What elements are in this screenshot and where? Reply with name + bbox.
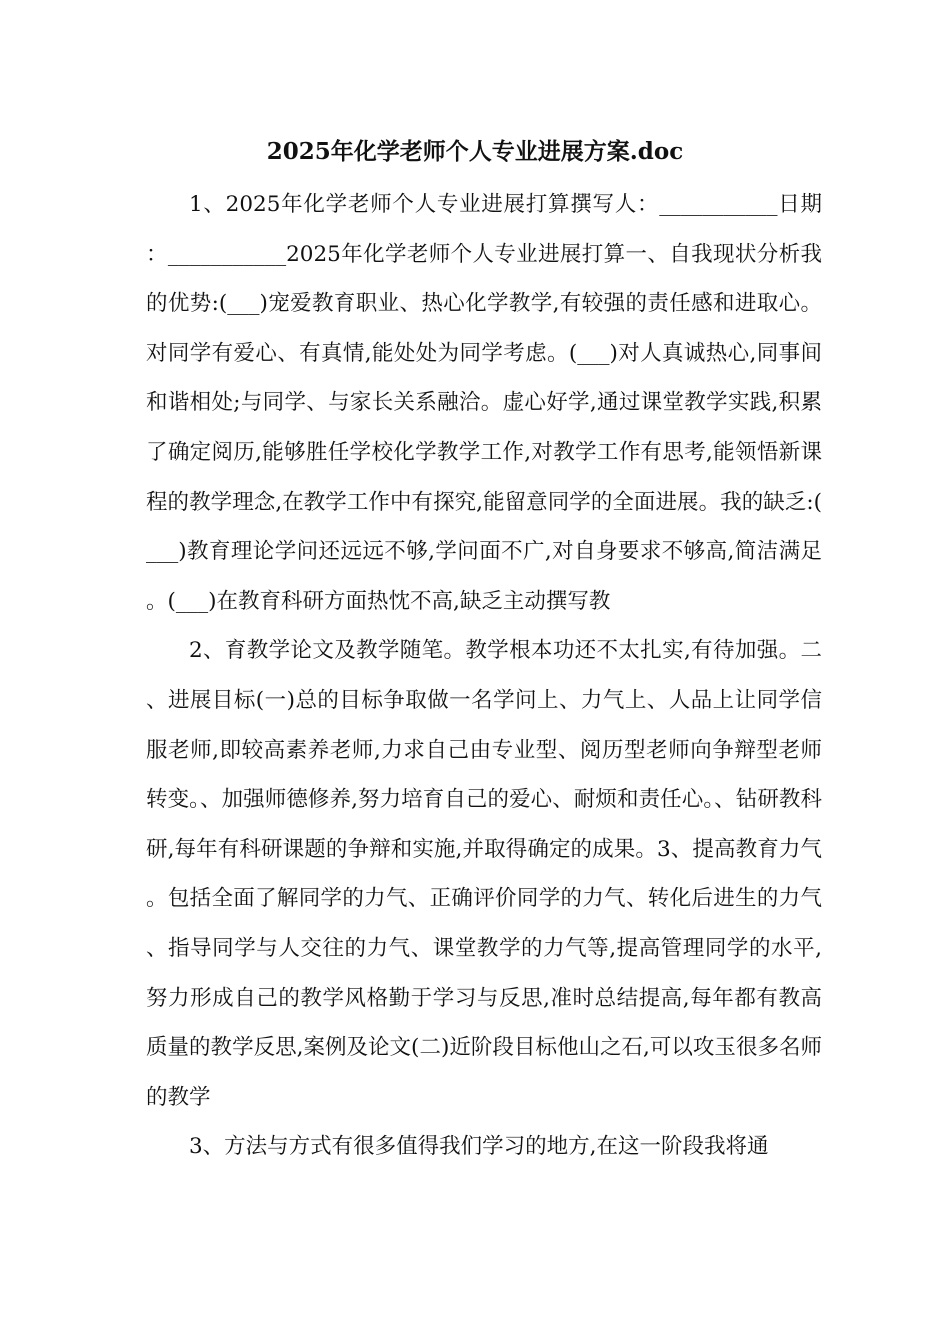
document-title: 2025年化学老师个人专业进展方案.doc (266, 138, 684, 165)
paragraph-3: 3、方法与方式有很多值得我们学习的地方,在这一阶段我将通 (189, 1134, 769, 1160)
paragraph-2: 2、育教学论文及教学随笔。教学根本功还不太扎实,有待加强。二、进展目标(一)总的目标争取做一名学问上、力气上、人品上让同学信服老师,即较高素养老师,力求自己由专业型、阅历型老师向争辩型老师转变。、加强师德修养,努力培育自己的爱心、耐烦和责任心。、钻研教科研,每年有科研课题的争辩和实施,并取得确定的成果。3、提高教育力气。包括全面了解同学的力气、正确评价同学的力气、转化后进生的力气、指导同学与人交往的力气、课堂教学的力气等,提高管理同学的水平,努力形成自己的教学风格勤于学习与反思,准时总结提高,每年都有教高质量的教学反思,案例及论文(二)近阶段目标他山之石,可以攻玉很多名师的教学 (146, 638, 822, 1110)
document-body (146, 180, 822, 1172)
paragraph-1: 1、2025年化学老师个人专业进展打算撰写人：___________日期：___________2025年化学老师个人专业进展打算一、自我现状分析我的优势:(___)宠爱教育职业、热心化学教学,有较强的责任感和进取心。对同学有爱心、有真情,能处处为同学考虑。(___)对人真诚热心,同事间和谐相处;与同学、与家长关系融洽。虚心好学,通过课堂教学实践,积累了确定阅历,能够胜任学校化学教学工作,对教学工作有思考,能领悟新课程的教学理念,在教学工作中有探究,能留意同学的全面进展。我的缺乏:(___)教育理论学问还远远不够,学问面不广,对自身要求不够高,简洁满足。(___)在教育科研方面热忱不高,缺乏主动撰写教 (146, 192, 822, 614)
